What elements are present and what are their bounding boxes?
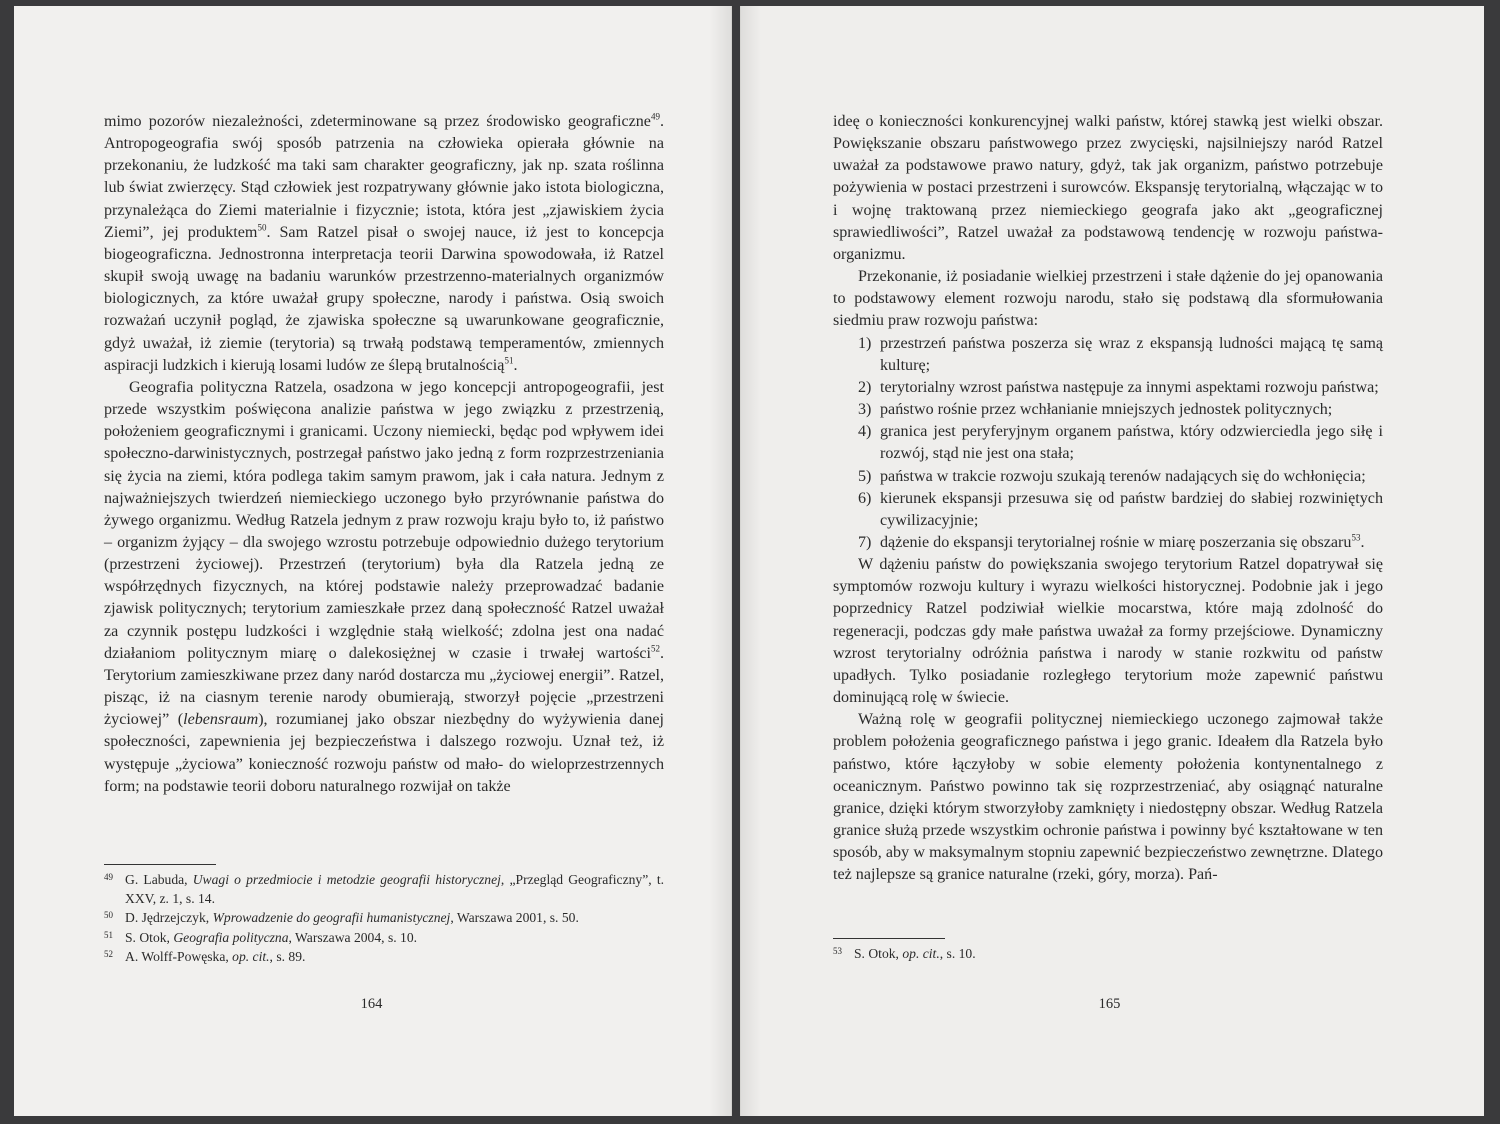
paragraph xyxy=(104,111,664,377)
intro-paragraphs xyxy=(833,111,1383,333)
text-run: przestrzeń państwa poszerza się wraz z ekspansją ludności mającą tę samą kulturę; xyxy=(880,334,1383,374)
footnote-number: 51 xyxy=(104,929,113,940)
footnote xyxy=(104,928,664,947)
footnote xyxy=(104,870,664,908)
text-run: dążenie do ekspansji terytorialnej rośnie w miarę poszerzania się obszaru xyxy=(880,533,1352,551)
left-page xyxy=(14,6,732,1116)
page-number: 165 xyxy=(1098,996,1121,1012)
text-run: , Warszawa 2004, s. 10. xyxy=(288,929,418,945)
text-run: W dążeniu państw do powiększania swojego terytorium Ratzel dopatrywał się symptomów rozwoju kultury i wyrazu wielkości historycznej. Podobnie jak i jego poprzednicy Ratzel podziwiał wielkie mocarstwa, które mają zdolność do regeneracji, podczas gdy małe państwa uważał za formy przejściowe. Dynamiczny wzrost terytorialny odróżnia państwa i narody w stanie rozkwitu od państw upadłych. Tylko posiadanie rozległego terytorium może zapewnić państwu dominującą rolę w świecie. xyxy=(833,556,1383,707)
footnote-reference: 50 xyxy=(257,222,267,233)
footnote-separator xyxy=(104,864,216,865)
text-run: . xyxy=(513,356,518,374)
text-run: Ważną rolę w geografii politycznej niemieckiego uczonego zajmował także problem położenia geograficznego państwa i jego granic. Ideałem dla Ratzela było państwo, które łączyłoby w sobie elementy położenia kontynentalnego z oceanicznym. Państwo powinno tak się rozprzestrzeniać, aby osiągnąć naturalne granice, dzięki którym stworzyłoby zamknięty i niedostępny obszar. Według Ratzela granice służą przede wszystkim ochronie państwa i powinny być kształtowane w ten sposób, aby w maksymalnym stopniu zapewnić bezpieczeństwo zewnętrzne. Dlatego też najlepsze są granice naturalne (rzeki, góry, morza). Pań- xyxy=(833,711,1383,884)
text-run: . Terytorium zamieszkiwane przez dany naród dostarcza mu „życiowej energii”. Ratzel, pisząc, iż na ciasnym terenie narody obumierają, stworzył pojęcie „przestrzeni życiowej” ( xyxy=(104,644,664,729)
footnote-number: 49 xyxy=(104,872,113,882)
text-run: państwo rośnie przez wchłanianie mniejszych jednostek politycznych; xyxy=(880,401,1333,419)
law-item xyxy=(833,421,1383,465)
law-number: 7) xyxy=(858,533,872,551)
law-item xyxy=(833,399,1383,421)
paragraph xyxy=(833,266,1383,332)
text-run: terytorialny wzrost państwa następuje za innymi aspektami rozwoju państwa; xyxy=(880,378,1379,396)
text-run: A. Wolff-Powęska, xyxy=(125,948,233,964)
law-number: 3) xyxy=(858,401,872,419)
spine-shadow xyxy=(709,6,731,1116)
text-run: . xyxy=(1360,533,1365,551)
italic-text: Wprowadzenie do geografii humanistycznej xyxy=(212,910,451,926)
footnote-reference: 53 xyxy=(1351,532,1361,543)
text-run: , s. 89. xyxy=(269,948,306,964)
italic-text: Geografia polityczna xyxy=(173,929,289,945)
footnote-number: 53 xyxy=(833,946,842,956)
text-run: , Warszawa 2001, s. 50. xyxy=(450,910,579,926)
text-run: . Antropogeografia swój sposób patrzenia na człowieka opierała głównie na przekonaniu, że ludzkość ma taki sam charakter geograficzny, jak np. szata roślinna lub świat zwierzęcy. Stąd człowiek jest rozpatrywany głównie jako istota biologiczna, przynależąca do Ziemi materialnie i fizycznie; istota, która jest „zjawiskiem życia Ziemi”, jej produktem xyxy=(104,113,664,241)
text-run: S. Otok, xyxy=(125,929,174,945)
footnotes xyxy=(104,870,664,966)
footnote-reference: 49 xyxy=(650,111,660,122)
law-item xyxy=(833,333,1383,377)
footnote-reference: 52 xyxy=(650,643,660,654)
text-run: G. Labuda, xyxy=(125,872,193,887)
outro-paragraphs xyxy=(833,554,1383,886)
law-number: 2) xyxy=(858,378,872,396)
text-run: . Sam Ratzel pisał o swojej nauce, iż jest to koncepcja biogeograficzna. Jednostronna interpretacja teorii Darwina spowodowała, iż Ratzel skupił swoją uwagę na badaniu warunków przestrzenno-materialnych organizmów biologicznych, za które uważał grupy społeczne, narody i państwa. Osią swoich rozważań uczynił pogląd, że zjawiska społeczne są uwarunkowane geograficznie, gdyż uważał, iż ziemie (terytoria) są trwałą podstawą temperamentów, zmiennych aspiracji ludzkich i kierują losami ludów ze ślepą brutalnością xyxy=(104,223,664,374)
text-run: kierunek ekspansji przesuwa się od państw bardziej do słabiej rozwiniętych cywilizacyjnie; xyxy=(880,489,1383,529)
text-run: mimo pozorów niezależności, zdeterminowane są przez środowisko geograficzne xyxy=(104,113,651,130)
paragraph xyxy=(833,709,1383,886)
spine-shadow xyxy=(741,6,761,1116)
text-run: D. Jędrzejczyk, xyxy=(125,910,213,926)
laws-list xyxy=(833,333,1383,555)
text-run: granica jest peryferyjnym organem państwa, który odzwierciedla jego siłę i rozwój, stąd nie jest ona stała; xyxy=(880,423,1383,463)
law-number: 6) xyxy=(858,489,872,507)
footnote-reference: 51 xyxy=(504,355,514,366)
italic-text: lebensraum xyxy=(183,711,259,729)
footnote xyxy=(104,908,664,927)
paragraph xyxy=(833,554,1383,709)
italic-text: op. cit. xyxy=(232,948,270,964)
footnote xyxy=(833,944,1383,963)
main-text xyxy=(833,111,1383,886)
main-text xyxy=(104,111,664,798)
text-run: państwa w trakcie rozwoju szukają terenów nadających się do wchłonięcia; xyxy=(880,467,1366,485)
law-number: 5) xyxy=(858,467,872,485)
text-run: Przekonanie, iż posiadanie wielkiej przestrzeni i stałe dążenie do jej opanowania to podstawowy element rozwoju narodu, stało się podstawą dla sformułowania siedmiu praw rozwoju państwa: xyxy=(833,268,1383,330)
text-run: ), rozumianej jako obszar niezbędny do wyżywienia danej społeczności, zapewnienia jej bezpieczeństwa i dalszego rozwoju. Uznał też, iż występuje „życiowa” konieczność rozwoju państw od mało- do wieloprzestrzennych form; na podstawie teorii doboru naturalnego rozwijał on także xyxy=(104,711,664,795)
page-number: 164 xyxy=(360,996,383,1012)
text-run: , s. 10. xyxy=(939,946,976,961)
footnote-number: 50 xyxy=(104,910,113,921)
paragraph xyxy=(833,111,1383,266)
text-run: ideę o konieczności konkurencyjnej walki państw, której stawką jest wielki obszar. Powiększanie obszaru państwowego przez zwycięski, najsilniejszy naród Ratzel uważał za podstawowe prawo natury, gdyż, tak jak organizm, państwo potrzebuje pożywienia w postaci przestrzeni i surowców. Ekspansję terytorialną, włączając w to i wojnę traktowaną przez niemieckiego geografa jako akt „geograficznej sprawiedliwości”, Ratzel uważał za podstawową tendencję w rozwoju państwa-organizmu. xyxy=(833,113,1383,263)
law-number: 4) xyxy=(858,423,872,441)
law-item xyxy=(833,532,1383,554)
paragraph xyxy=(104,377,664,798)
law-number: 1) xyxy=(858,334,872,352)
footnotes xyxy=(833,944,1383,963)
law-item xyxy=(833,466,1383,488)
footnote xyxy=(104,947,664,966)
footnote-number: 52 xyxy=(104,948,113,959)
italic-text: op. cit. xyxy=(902,946,940,961)
text-run: Geografia polityczna Ratzela, osadzona w jego koncepcji antropogeografii, jest przede wszystkim poświęcona analizie państwa w jego związku z przestrzenią, położeniem geograficznymi i granicami. Uczony niemiecki, będąc pod wpływem idei społeczno-darwinistycznych, postrzegał państwo jako jedną z form rozprzestrzeniania się życia na ziemi, która podlega takim samym prawom, jak i cała natura. Jednym z najważniejszych twierdzeń niemieckiego uczonego było przyrównanie państwa do żywego organizmu. Według Ratzela jednym z praw rozwoju kraju było to, iż państwo – organizm żyjący – dla swojego wzrostu potrzebuje odpowiednio dużego terytorium (przestrzeni życiowej). Przestrzeń (terytorium) była dla Ratzela jedną ze współrzędnych fizycznych, na której podstawie należy przeprowadzać badanie zjawisk politycznych; terytorium zamieszkałe przez daną społeczność Ratzel uważał za czynnik postępu ludzkości i względnie stałą wielkość; zdolna jest ona nadać działaniom politycznym miarę o dalekosiężnej w czasie i trwałej wartości xyxy=(104,378,664,662)
text-run: S. Otok, xyxy=(854,946,903,961)
text-run: , „Przegląd Geograficzny”, t. XXV, z. 1, s. 14. xyxy=(125,872,664,907)
law-item xyxy=(833,377,1383,399)
footnote-separator xyxy=(833,938,945,939)
italic-text: Uwagi o przedmiocie i metodzie geografii historycznej xyxy=(192,872,501,887)
right-page xyxy=(740,6,1484,1116)
law-item xyxy=(833,488,1383,532)
